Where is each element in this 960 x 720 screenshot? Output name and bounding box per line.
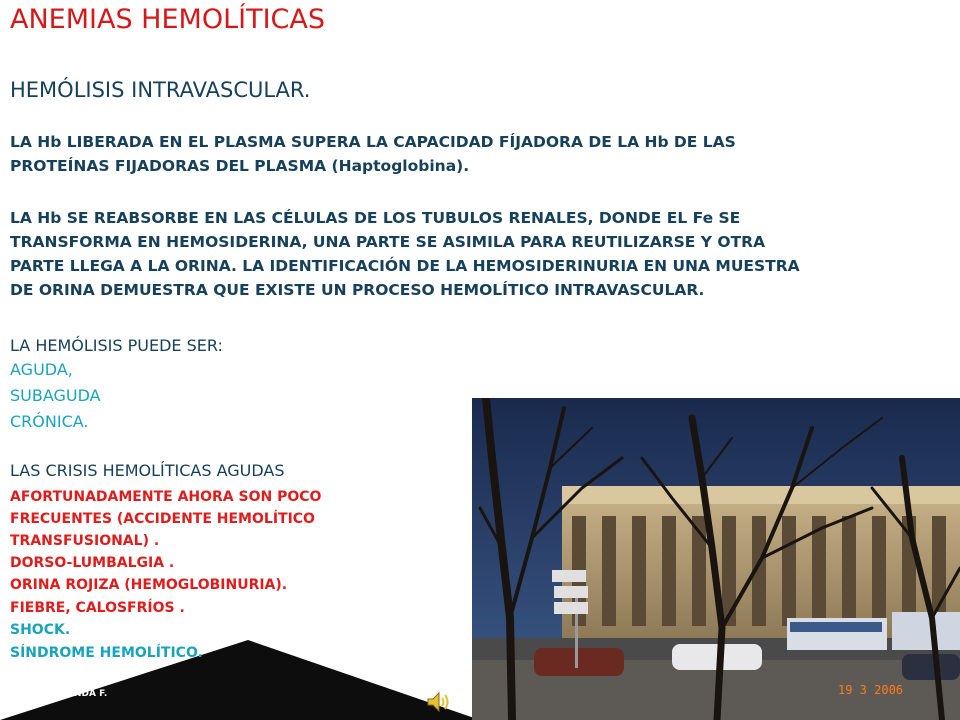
slide-title: ANEMIAS HEMOLÍTICAS xyxy=(10,4,326,35)
paragraph-hemosiderin xyxy=(10,206,960,302)
author-footer: DR. L. BUTANDA F. xyxy=(14,689,108,699)
paragraph-line: TRANSFORMA EN HEMOSIDERINA, UNA PARTE SE ASIMILA PARA REUTILIZARSE Y OTRA xyxy=(10,233,766,251)
paragraph-line: DE ORINA DEMUESTRA QUE EXISTE UN PROCESO HEMOLÍTICO INTRAVASCULAR. xyxy=(10,281,705,299)
paragraph-line: LA Hb LIBERADA EN EL PLASMA SUPERA LA CAPACIDAD FÍJADORA DE LA Hb DE LAS xyxy=(10,133,736,151)
crisis-line: FIEBRE, CALOSFRÍOS . xyxy=(10,600,185,616)
crisis-heading: LAS CRISIS HEMOLÍTICAS AGUDAS xyxy=(10,461,285,480)
paragraph-line: PROTEÍNAS FIJADORAS DEL PLASMA (Haptoglobina). xyxy=(10,157,470,175)
paragraph-line: PARTE LLEGA A LA ORINA. LA IDENTIFICACIÓN DE LA HEMOSIDERINURIA EN UNA MUESTRA xyxy=(10,257,800,275)
crisis-line-shock: SHOCK. xyxy=(10,622,71,638)
crisis-line: ORINA ROJIZA (HEMOGLOBINURIA). xyxy=(10,577,288,593)
crisis-line: AFORTUNADAMENTE AHORA SON POCO xyxy=(10,489,322,505)
crisis-line: FRECUENTES (ACCIDENTE HEMOLÍTICO xyxy=(10,511,315,527)
slide-subtitle: HEMÓLISIS INTRAVASCULAR. xyxy=(10,78,311,102)
paragraph-line: LA Hb SE REABSORBE EN LAS CÉLULAS DE LOS TUBULOS RENALES, DONDE EL Fe SE xyxy=(10,209,741,227)
crisis-line: DORSO-LUMBALGIA . xyxy=(10,555,175,571)
paragraph-haptoglobin xyxy=(10,130,960,178)
crisis-line: TRANSFUSIONAL) . xyxy=(10,533,160,549)
speaker-icon[interactable] xyxy=(426,690,454,714)
photo-date-stamp: 19 3 2006 xyxy=(838,683,904,697)
stadium-photo xyxy=(472,398,960,720)
hemolysis-type: AGUDA, xyxy=(10,360,73,379)
crisis-line-syndrome: SÍNDROME HEMOLÍTICO. xyxy=(10,645,203,661)
hemolysis-type: CRÓNICA. xyxy=(10,412,89,431)
hemolysis-type: SUBAGUDA xyxy=(10,386,101,405)
hemolysis-heading: LA HEMÓLISIS PUEDE SER: xyxy=(10,336,223,355)
